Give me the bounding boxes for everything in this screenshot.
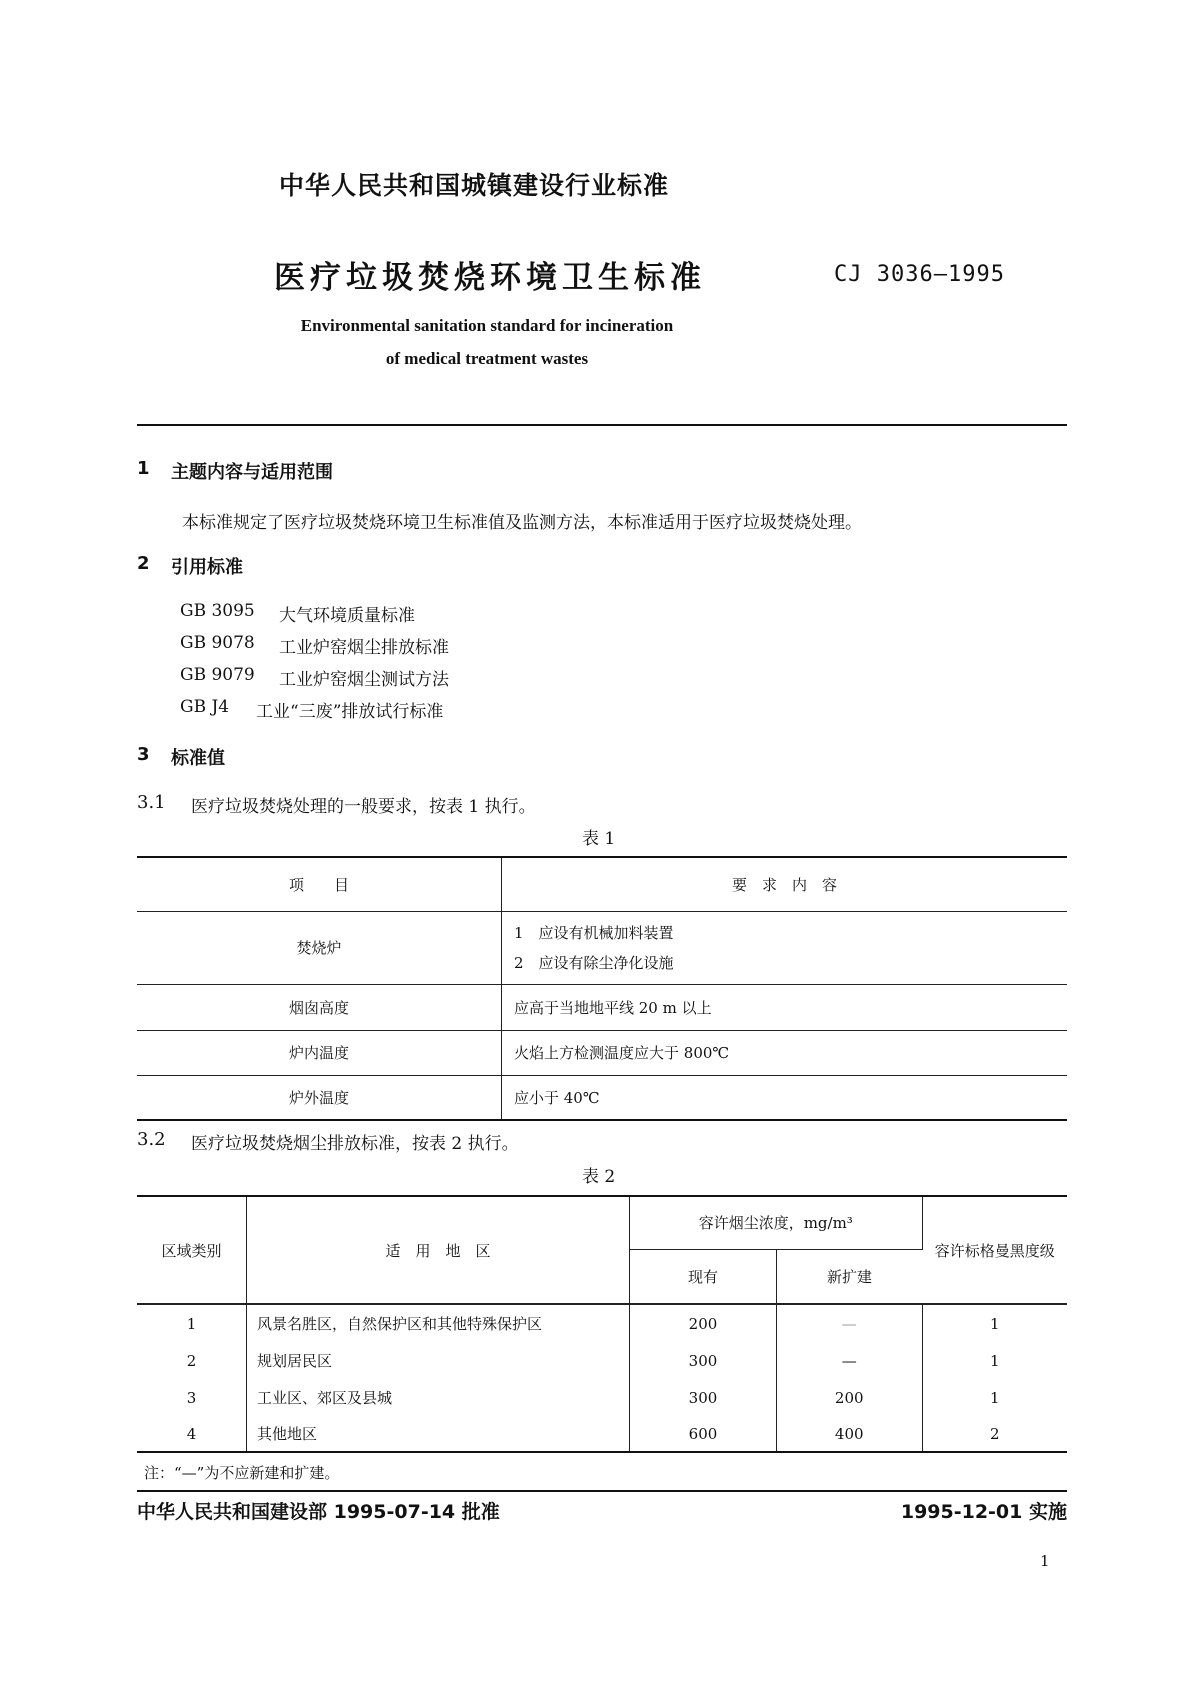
- cell-area: 其他地区: [247, 1416, 630, 1452]
- requirement-line: 2 应设有除尘净化设施: [514, 954, 674, 972]
- cell-category: 3: [137, 1379, 247, 1416]
- table-row: [137, 1030, 1067, 1075]
- cell-category: 4: [137, 1416, 247, 1452]
- section-3-2-text: 医疗垃圾焚烧烟尘排放标准，按表 2 执行。: [191, 1134, 519, 1154]
- section-3-1-text: 医疗垃圾焚烧处理的一般要求，按表 1 执行。: [191, 797, 536, 817]
- section-1-title: 主题内容与适用范围: [171, 462, 333, 483]
- cell-area: 规划居民区: [247, 1342, 630, 1379]
- ref-code: GB J4: [180, 697, 230, 717]
- cell-new: —: [777, 1304, 923, 1342]
- cell-level: 1: [989, 1388, 1000, 1407]
- requirement-line: 1 应设有机械加料装置: [514, 924, 674, 942]
- cell-existing: 300: [630, 1379, 777, 1416]
- ref-name: 工业“三废”排放试行标准: [256, 702, 444, 722]
- cell-existing: 600: [630, 1416, 777, 1452]
- table-2-note: 注：“—”为不应新建和扩建。: [144, 1464, 340, 1482]
- section-3-number: 3: [137, 744, 150, 765]
- cell-category: 1: [137, 1304, 247, 1342]
- approval-line: 中华人民共和国建设部 1995-07-14 批准: [137, 1501, 500, 1523]
- table-cell-item: 烟囱高度: [137, 984, 502, 1030]
- cell-level: 2: [989, 1424, 1000, 1443]
- table-row: [137, 984, 1067, 1030]
- table-1-header-item: 项 目: [137, 857, 502, 911]
- table-cell-requirement: 应高于当地地平线 20 m 以上: [502, 984, 1068, 1030]
- section-3-1-number: 3.1: [137, 792, 166, 813]
- header-concentration: 容许烟尘浓度，mg/m³: [630, 1196, 923, 1249]
- table-row: [137, 911, 1067, 984]
- english-title-line2: of medical treatment wastes: [385, 349, 589, 368]
- cell-existing: 300: [630, 1342, 777, 1379]
- table-row: [137, 1379, 1067, 1416]
- ref-code: GB 9078: [180, 633, 255, 653]
- table-row: [137, 1416, 1067, 1452]
- table-cell-item: 焚烧炉: [137, 911, 502, 984]
- table-cell-requirement: 应小于 40℃: [502, 1075, 1068, 1120]
- section-3-2-number: 3.2: [137, 1129, 166, 1150]
- footer-rule: [137, 1490, 1067, 1492]
- table-row: [137, 1342, 1067, 1379]
- table-2-caption: 表 2: [582, 1167, 616, 1187]
- cell-level: 1: [989, 1314, 1000, 1333]
- section-2-title: 引用标准: [171, 557, 243, 578]
- cell-new: 200: [777, 1379, 923, 1416]
- table-row: [137, 1075, 1067, 1120]
- document-title: 医疗垃圾焚烧环境卫生标准: [274, 260, 706, 296]
- section-2-number: 2: [137, 553, 150, 574]
- standard-code: CJ 3036—1995: [834, 262, 1005, 287]
- effective-date: 1995-12-01 实施: [900, 1501, 1067, 1523]
- ref-name: 工业炉窑烟尘排放标准: [279, 638, 449, 658]
- table-1-caption: 表 1: [582, 829, 616, 849]
- header-rule: [137, 424, 1067, 426]
- section-1-text: 本标准规定了医疗垃圾焚烧环境卫生标准值及监测方法，本标准适用于医疗垃圾焚烧处理。: [182, 513, 862, 533]
- header-ringelmann: 容许标格曼黑度级: [922, 1196, 1067, 1304]
- table-2: [137, 1195, 1067, 1453]
- table-cell-item: 炉外温度: [137, 1075, 502, 1120]
- header-new: 新扩建: [777, 1249, 923, 1304]
- cell-level: 1: [989, 1351, 1000, 1370]
- cell-existing: 200: [630, 1304, 777, 1342]
- header-category: 区域类别: [137, 1196, 247, 1304]
- ref-code: GB 9079: [180, 665, 255, 685]
- section-1-number: 1: [137, 458, 150, 479]
- header-existing: 现有: [630, 1249, 777, 1304]
- header-area: 适 用 地 区: [247, 1196, 630, 1304]
- table-cell-requirement: 火焰上方检测温度应大于 800℃: [502, 1030, 1068, 1075]
- cell-category: 2: [137, 1342, 247, 1379]
- table-1-header-requirement: 要 求 内 容: [731, 875, 837, 894]
- cell-new: 400: [777, 1416, 923, 1452]
- table-cell-requirement: [502, 911, 1068, 984]
- english-title-line1: Environmental sanitation standard for incineration: [300, 316, 674, 335]
- cell-area: 工业区、郊区及县城: [247, 1379, 630, 1416]
- section-3-title: 标准值: [171, 748, 225, 769]
- ref-name: 大气环境质量标准: [279, 606, 415, 626]
- cell-area: 风景名胜区，自然保护区和其他特殊保护区: [247, 1304, 630, 1342]
- cell-new: —: [777, 1342, 923, 1379]
- issuer-heading: 中华人民共和国城镇建设行业标准: [279, 171, 670, 200]
- table-cell-item: 炉内温度: [137, 1030, 502, 1075]
- table-1: [137, 856, 1067, 1121]
- table-row: [137, 1304, 1067, 1342]
- ref-name: 工业炉窑烟尘测试方法: [279, 670, 449, 690]
- page-number: 1: [1040, 1552, 1050, 1570]
- ref-code: GB 3095: [180, 601, 255, 621]
